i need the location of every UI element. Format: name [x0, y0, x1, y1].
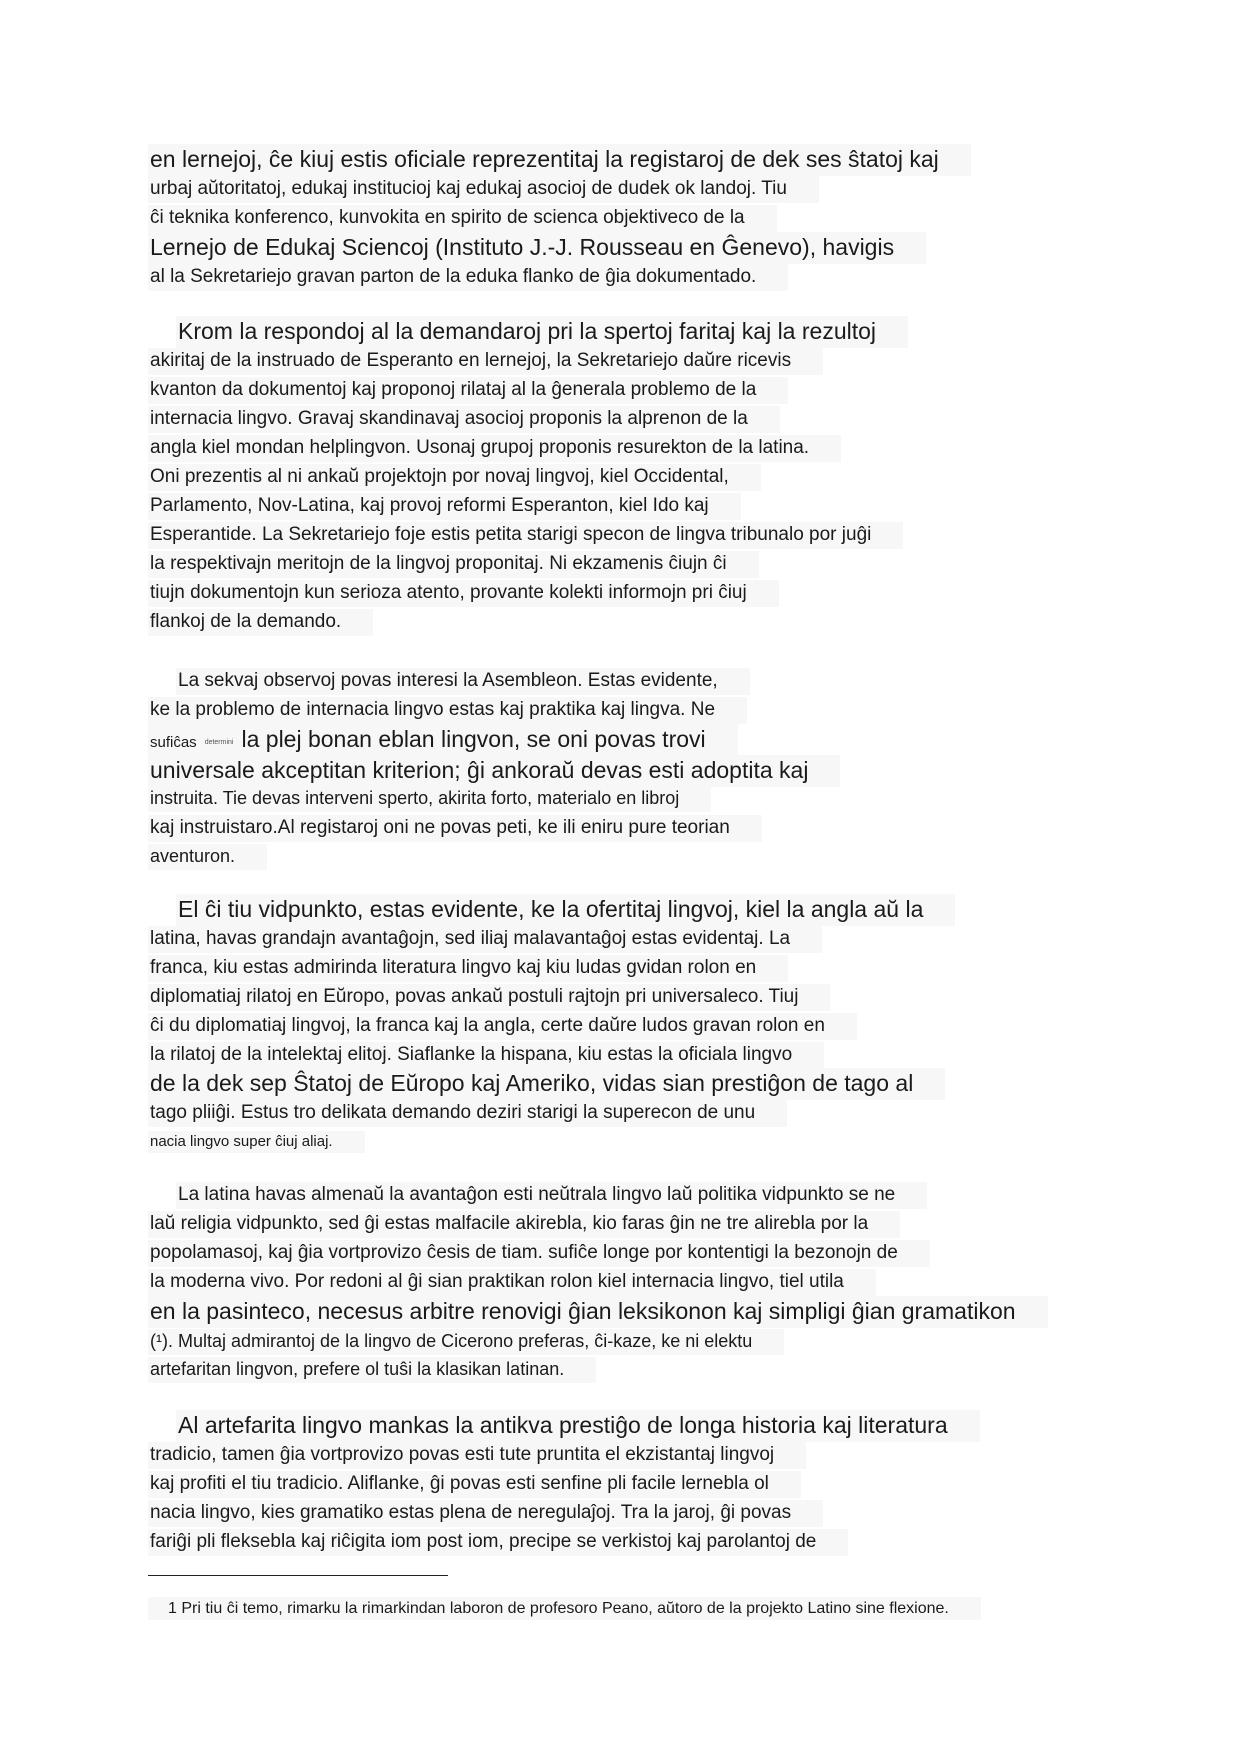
p5-line-5: en la pasinteco, necesus arbitre renovigi ĝian leksikonon kaj simpligi ĝian gramatikon — [148, 1296, 1048, 1328]
p6-line-5: fariĝi pli fleksebla kaj riĉigita iom post iom, precipe se verkistoj kaj parolantoj de — [148, 1529, 848, 1556]
p5-line-1: La latina havas almenaŭ la avantaĝon esti neŭtrala lingvo laŭ politika vidpunkto se ne — [176, 1182, 927, 1209]
p3-line-2: ke la problemo de internacia lingvo estas kaj praktika kaj lingva. Ne — [148, 697, 747, 724]
p4-line-5: ĉi du diplomatiaj lingvoj, la franca kaj la angla, certe daŭre ludos gravan rolon en — [148, 1013, 857, 1040]
p5-line-6: (¹). Multaj admirantoj de la lingvo de Cicerono preferas, ĉi-kaze, ke ni elektu — [148, 1329, 784, 1355]
p4-line-3: franca, kiu estas admirinda literatura lingvo kaj kiu ludas gvidan rolon en — [148, 955, 788, 982]
p2-line-2: akiritaj de la instruado de Esperanto en lernejoj, la Sekretariejo daŭre ricevis — [148, 348, 823, 375]
p5-line-7: artefaritan lingvon, prefere ol tuŝi la klasikan latinan. — [148, 1357, 596, 1383]
p1-line-2: urbaj aŭtoritatoj, edukaj institucioj kaj edukaj asocioj de dudek ok landoj. Tiu — [148, 176, 819, 203]
p3-line-6: kaj instruistaro.Al registaroj oni ne povas peti, ke ili eniru pure teorian — [148, 815, 762, 842]
p2-line-10: tiujn dokumentojn kun serioza atento, provante kolekti informojn pri ĉiuj — [148, 580, 779, 607]
p2-line-7: Parlamento, Nov-Latina, kaj provoj reformi Esperanton, kiel Ido kaj — [148, 493, 741, 520]
p5-line-3: popolamasoj, kaj ĝia vortprovizo ĉesis de tiam. sufiĉe longe por kontentigi la bezonojn de — [148, 1240, 930, 1267]
p3-line-4: universale akceptitan kriterion; ĝi ankoraŭ devas esti adoptita kaj — [148, 755, 840, 787]
p1-line-3: ĉi teknika konferenco, kunvokita en spirito de scienca objektiveco de la — [148, 205, 777, 232]
footnote-rule — [148, 1575, 448, 1576]
p2-line-6: Oni prezentis al ni ankaŭ projektojn por novaj lingvoj, kiel Occidental, — [148, 464, 761, 491]
p2-line-11: flankoj de la demando. — [148, 609, 373, 636]
p5-line-4: la moderna vivo. Por redoni al ĝi sian praktikan rolon kiel internacia lingvo, tiel utila — [148, 1269, 876, 1296]
p2-line-1: Krom la respondoj al la demandaroj pri la spertoj faritaj kaj la rezultoj — [176, 316, 908, 348]
p3-line-3-tiny: determini — [204, 738, 234, 746]
p2-line-9: la respektivajn meritojn de la lingvoj proponitaj. Ni ekzamenis ĉiujn ĉi — [148, 551, 759, 578]
p3-line-3-rest: la plej bonan eblan lingvon, se oni povas trovi — [241, 726, 706, 752]
p4-line-2: latina, havas grandajn avantaĝojn, sed iliaj malavantaĝoj estas evidentaj. La — [148, 926, 822, 953]
footnote: 1 Pri tiu ĉi temo, rimarku la rimarkindan laboron de profesoro Peano, aŭtoro de la projekto Latino sine flexione. — [148, 1597, 981, 1620]
p3-line-1: La sekvaj observoj povas interesi la Asembleon. Estas evidente, — [176, 668, 750, 695]
p2-line-4: internacia lingvo. Gravaj skandinavaj asocioj proponis la alprenon de la — [148, 406, 780, 433]
p4-line-6: la rilatoj de la intelektaj elitoj. Siaflanke la hispana, kiu estas la oficiala lingvo — [148, 1042, 824, 1069]
p1-line-4: Lernejo de Edukaj Sciencoj (Instituto J.-J. Rousseau en Ĝenevo), havigis — [148, 232, 926, 264]
p3-line-5: instruita. Tie devas interveni sperto, akirita forto, materialo en libroj — [148, 786, 711, 812]
p3-line-7: aventuron. — [148, 844, 267, 870]
p5-line-2: laŭ religia vidpunkto, sed ĝi estas malfacile akirebla, kio faras ĝin ne tre alirebla por la — [148, 1211, 900, 1238]
p4-line-7: de la dek sep Ŝtatoj de Eŭropo kaj Ameriko, vidas sian prestiĝon de tago al — [148, 1068, 945, 1100]
p6-line-2: tradicio, tamen ĝia vortprovizo povas esti tute pruntita el ekzistantaj lingvoj — [148, 1442, 806, 1469]
p4-line-4: diplomatiaj rilatoj en Eŭropo, povas ankaŭ postuli rajtojn pri universaleco. Tiuj — [148, 984, 830, 1011]
p6-line-1: Al artefarita lingvo mankas la antikva prestiĝo de longa historia kaj literatura — [176, 1410, 980, 1442]
p2-line-8: Esperantide. La Sekretariejo foje estis petita starigi specon de lingva tribunalo por juĝi — [148, 522, 903, 549]
p1-line-5: al la Sekretariejo gravan parton de la eduka flanko de ĝia dokumentado. — [148, 264, 788, 291]
p4-line-1: El ĉi tiu vidpunkto, estas evidente, ke la ofertitaj lingvoj, kiel la angla aŭ la — [176, 894, 955, 926]
p3-line-3 — [148, 724, 738, 756]
p2-line-5: angla kiel mondan helplingvon. Usonaj grupoj proponis resurekton de la latina. — [148, 435, 841, 462]
p4-line-8: tago pliiĝi. Estus tro delikata demando deziri starigi la superecon de unu — [148, 1100, 787, 1127]
p4-line-9: nacia lingvo super ĉiuj aliaj. — [148, 1131, 365, 1153]
p1-line-1: en lernejoj, ĉe kiuj estis oficiale reprezentitaj la registaroj de dek ses ŝtatoj kaj — [148, 144, 971, 176]
p6-line-3: kaj profiti el tiu tradicio. Aliflanke, ĝi povas esti senfine pli facile lernebla ol — [148, 1471, 801, 1498]
p2-line-3: kvanton da dokumentoj kaj proponoj rilataj al la ĝenerala problemo de la — [148, 377, 788, 404]
p6-line-4: nacia lingvo, kies gramatiko estas plena de neregulaĵoj. Tra la jaroj, ĝi povas — [148, 1500, 823, 1527]
p3-line-3-small: sufiĉas — [150, 734, 197, 751]
